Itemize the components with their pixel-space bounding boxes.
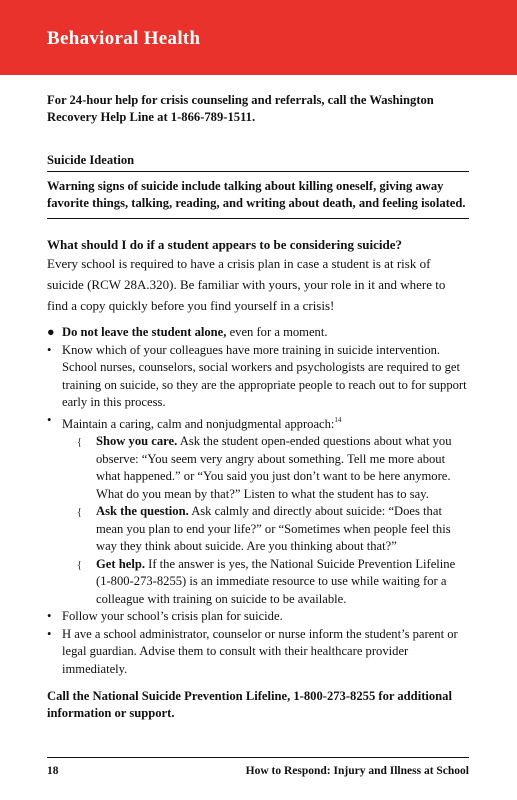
- sub-list-item: [77, 556, 469, 609]
- footer-title: How to Respond: Injury and Illness at School: [245, 765, 469, 777]
- bullet-bold: Do not leave the student alone,: [62, 325, 227, 339]
- sub-bullet-mark: {: [77, 559, 82, 571]
- crisis-plan-text: Every school is required to have a crisis plan in case a student is at risk of suicide (RCW 28A.320). Be familiar with yours, your role in it and where to find a copy quickly before you find yourself in a crisis!: [47, 256, 446, 313]
- main-content: [47, 92, 469, 722]
- bullet-text: even for a moment.: [226, 325, 328, 339]
- sub-bullet-bold: Show you care.: [96, 434, 178, 448]
- sub-bullet-bold: Get help.: [96, 556, 145, 571]
- bullet-mark: •: [47, 609, 52, 623]
- page-number: 18: [47, 765, 59, 777]
- page-title: Behavioral Health: [47, 28, 201, 49]
- list-item: [47, 412, 469, 609]
- bullet-mark: •: [47, 626, 52, 641]
- bullet-text: H ave a school administrator, counselor or nurse inform the student’s parent or legal guardian. Advise them to consult with their healthcare provider immediately.: [62, 626, 458, 676]
- sub-list-item: [77, 433, 469, 503]
- bullet-text: Maintain a caring, calm and nonjudgmental approach:: [62, 416, 335, 431]
- footnote-ref: 14: [334, 415, 342, 424]
- sub-bullet-text: Ask calmly and directly about suicide: “Does that mean you plan to end your life?” or “Sometimes when people feel this way they think about suicide. Are you thinking about that?”: [96, 504, 451, 553]
- list-item: [47, 324, 469, 342]
- bullet-mark: •: [47, 342, 52, 357]
- approach-sublist: [62, 433, 469, 608]
- footer-rule: [47, 757, 469, 758]
- section-heading: Suicide Ideation: [47, 153, 135, 167]
- sub-bullet-text: Ask the student open-ended questions about what you observe: “You seem very angry about something. Tell me more about what happened.” or “You said you just don’t want to be here anymore. What do you mean by that?” Listen to what the student has to say.: [96, 434, 452, 501]
- sub-list-item: [77, 503, 469, 556]
- section-top-rule: [47, 171, 469, 172]
- header-banner: [0, 0, 517, 75]
- action-list: [47, 324, 469, 678]
- question-heading: What should I do if a student appears to be considering suicide?: [47, 237, 403, 252]
- helpline-intro: For 24-hour help for crisis counseling and referrals, call the Washington Recovery Help Line at 1-866-789-1511.: [47, 93, 434, 124]
- sub-bullet-text: If the answer is yes, the National Suicide Prevention Lifeline (1-800-273-8255) is an immediate resource to use while waiting for a colleague with training on suicide to be available.: [96, 556, 456, 606]
- sub-bullet-mark: {: [77, 507, 82, 518]
- list-item: [47, 608, 469, 626]
- sub-bullet-bold: Ask the question.: [96, 504, 189, 518]
- section-bottom-rule: [47, 218, 469, 219]
- bullet-text: Know which of your colleagues have more training in suicide intervention. School nurses, counselors, social workers and psychologists are required to get training on suicide, so they are the appropriate people to reach out to for support early in this process.: [62, 342, 467, 409]
- sub-bullet-mark: {: [77, 437, 82, 448]
- warning-signs: Warning signs of suicide include talking about killing oneself, giving away favorite things, talking, reading, and writing about death, and feeling isolated.: [47, 179, 466, 210]
- bullet-mark: •: [47, 412, 52, 427]
- lifeline-closing: Call the National Suicide Prevention Lifeline, 1-800-273-8255 for additional information or support.: [47, 689, 452, 720]
- list-item: [47, 626, 469, 679]
- bullet-text: Follow your school’s crisis plan for suicide.: [62, 609, 283, 623]
- list-item: [47, 342, 469, 412]
- bullet-mark: ●: [47, 325, 55, 339]
